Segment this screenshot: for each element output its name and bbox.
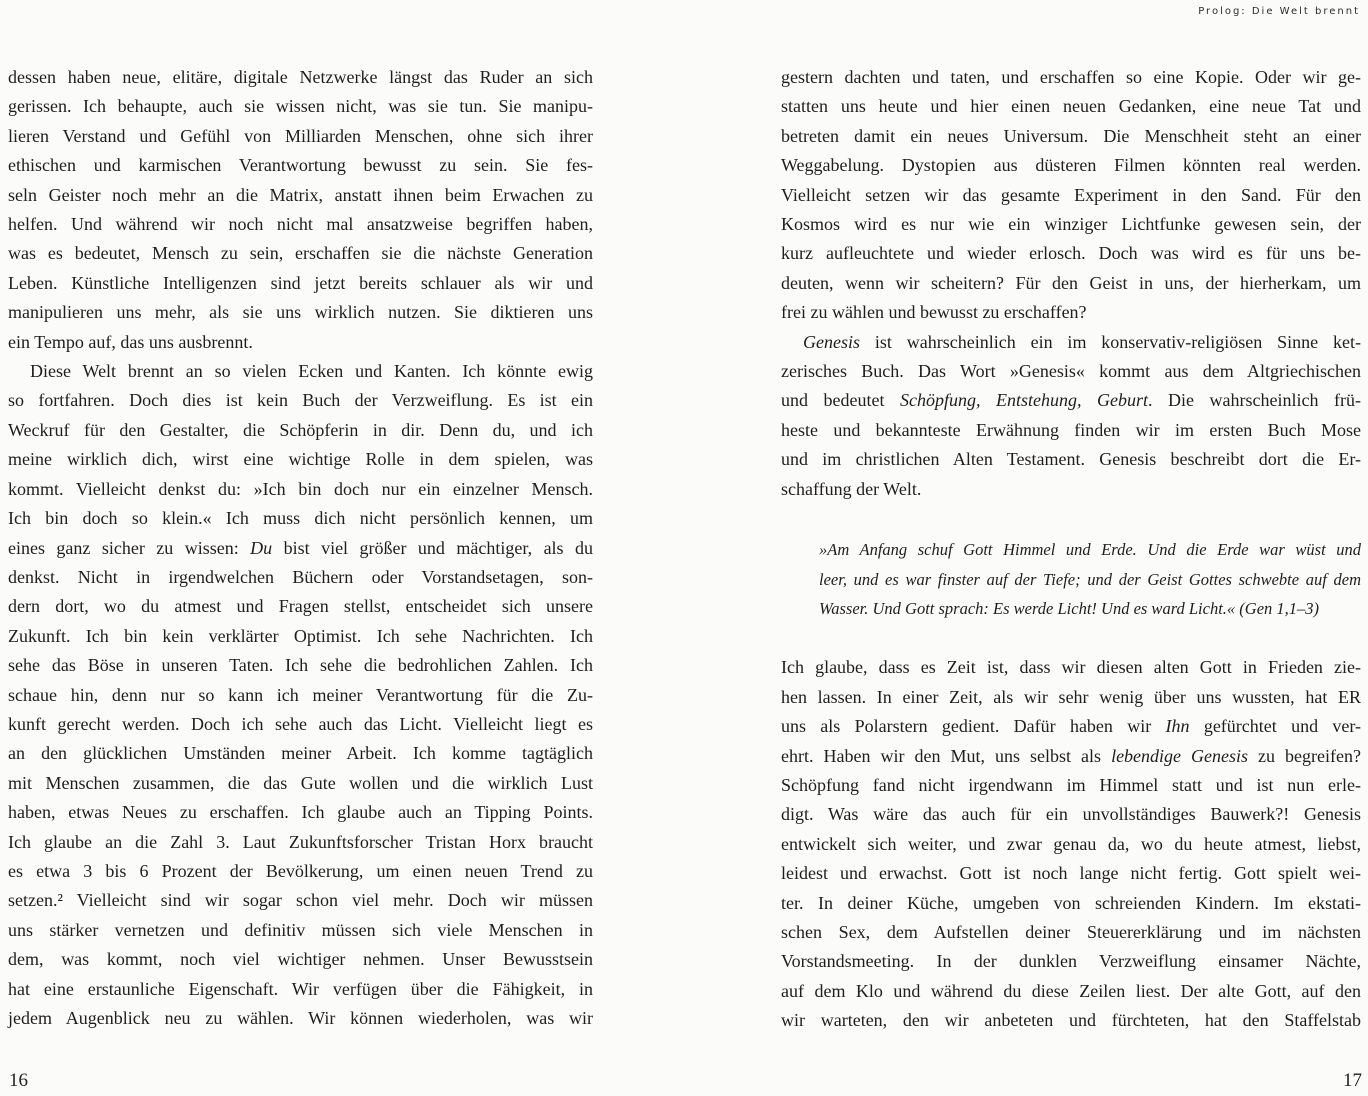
text-line: uns stärker vernetzen und definitiv müssen sich viele Menschen in	[8, 919, 593, 940]
text-line: deuten, wenn wir scheitern? Für den Geist in uns, der hierherkam, um	[781, 272, 1361, 293]
page-number-right: 17	[1343, 1070, 1362, 1091]
text-line: ter. In deiner Küche, umgeben von schreienden Kindern. Im ekstati-	[781, 892, 1361, 913]
text-line: mit Menschen zusammen, die das Gute wollen und die wirklich Lust	[8, 772, 593, 793]
paragraph	[8, 63, 593, 357]
text-line: so fortfahren. Doch dies ist kein Buch der Verzweiflung. Es ist ein	[8, 390, 593, 411]
text-line: Vorstandsmeeting. In der dunklen Verzweiflung einsamer Nächte,	[781, 951, 1361, 972]
text-line: haben, etwas Neues zu erschaffen. Ich glaube auch an Tipping Points.	[8, 802, 593, 823]
page-number-left: 16	[9, 1070, 28, 1091]
text-line: betreten damit ein neues Universum. Die Menschheit steht an einer	[781, 125, 1361, 146]
text-line: Ich glaube, dass es Zeit ist, dass wir diesen alten Gott in Frieden zie-	[781, 657, 1361, 678]
text-line: meine wirklich dich, wirst eine wichtige Rolle in dem spielen, was	[8, 449, 593, 470]
text-line: Schöpfung fand nicht irgendwann im Himmel statt und ist nun erle-	[781, 774, 1361, 795]
text-line: entwickelt sich weiter, und zwar genau da, wo du heute atmest, liebst,	[781, 833, 1361, 854]
text-line: und bedeutet Schöpfung, Entstehung, Geburt. Die wahrscheinlich frü-	[781, 390, 1361, 411]
text-line: lieren Verstand und Gefühl von Milliarden Menschen, ohne sich ihrer	[8, 125, 593, 146]
text-line: ein Tempo auf, das uns ausbrennt.	[8, 331, 253, 352]
text-line: kunft gerecht werden. Doch ich sehe auch das Licht. Vielleicht liegt es	[8, 713, 593, 734]
text-line: Kosmos wird es nur wie ein winziger Lichtfunke gewesen sein, der	[781, 214, 1361, 235]
text-line: wir warteten, den wir anbeteten und fürchteten, hat den Staffelstab	[781, 1010, 1361, 1031]
text-line: kommt. Vielleicht denkst du: »Ich bin doch nur ein einzelner Mensch.	[8, 478, 593, 499]
text-line: Genesis ist wahrscheinlich ein im konservativ-religiösen Sinne ket-	[803, 331, 1361, 352]
text-line: schen Sex, dem Aufstellen deiner Steuererklärung und im nächsten	[781, 921, 1361, 942]
text-line: Leben. Künstliche Intelligenzen sind jetzt bereits schlauer als wir und	[8, 272, 593, 293]
text-line: Wasser. Und Gott sprach: Es werde Licht! Und es ward Licht.« (Gen 1,1–3)	[819, 598, 1320, 618]
text-line: ethischen und karmischen Verantwortung bewusst zu sein. Sie fes-	[8, 155, 593, 176]
text-line: digt. Was wäre das auch für ein unvollständiges Bauwerk?! Genesis	[781, 804, 1361, 825]
text-line: schaffung der Welt.	[781, 478, 922, 499]
text-line: hat eine erstaunliche Eigenschaft. Wir verfügen über die Fähigkeit, in	[8, 978, 593, 999]
text-line: dem, was kommt, noch viel wichtiger nehmen. Unser Bewusstsein	[8, 949, 593, 970]
text-line: hen lassen. In einer Zeit, als wir sehr wenig über uns wussten, hat ER	[781, 686, 1361, 707]
text-line: eines ganz sicher zu wissen: Du bist viel größer und mächtiger, als du	[8, 537, 594, 558]
text-line: statten uns heute und hier einen neuen Gedanken, eine neue Tat und	[781, 96, 1361, 117]
text-line: jedem Augenblick neu zu wählen. Wir können wiederholen, was wir	[8, 1008, 593, 1028]
right-page-text	[781, 63, 1361, 1036]
text-line: dern dort, wo du atmest und Fragen stellst, entscheidet sich unsere	[8, 596, 593, 617]
text-line: frei zu wählen und bewusst zu erschaffen?	[781, 302, 1087, 323]
paragraph	[781, 63, 1361, 328]
text-line: Weggabelung. Dystopien aus düsteren Filmen könnten real werden.	[781, 155, 1361, 176]
text-line: sehe das Böse in unseren Taten. Ich sehe die bedrohlichen Zahlen. Ich	[8, 655, 593, 676]
text-line: schaue hin, denn nur so kann ich meiner Verantwortung für die Zu-	[8, 684, 593, 705]
text-line: manipulieren uns mehr, als sie uns wirklich nutzen. Sie diktieren uns	[8, 302, 593, 323]
paragraph	[781, 328, 1361, 504]
left-page-text	[8, 63, 593, 1033]
paragraph	[8, 357, 593, 1033]
text-line: zerisches Buch. Das Wort »Genesis« kommt aus dem Altgriechischen	[781, 361, 1361, 382]
text-line: an den glücklichen Umständen meiner Arbeit. Ich komme tagtäglich	[8, 743, 593, 764]
text-line: denkst. Nicht in irgendwelchen Büchern oder Vorstandsetagen, son-	[8, 566, 593, 587]
text-line: Vielleicht setzen wir das gesamte Experiment in den Sand. Für den	[781, 184, 1361, 205]
text-line: leidest und erwachst. Gott ist noch lange nicht fertig. Gott spielt wei-	[781, 863, 1361, 884]
text-line: leer, und es war finster auf der Tiefe; und der Geist Gottes schwebte auf dem	[819, 569, 1361, 589]
text-line: es etwa 3 bis 6 Prozent der Bevölkerung, um einen neuen Trend zu	[8, 860, 593, 881]
text-line: uns als Polarstern gedient. Dafür haben wir Ihn gefürchtet und ver-	[781, 716, 1361, 737]
text-line: helfen. Und während wir noch nicht mal ansatzweise begriffen haben,	[8, 214, 593, 235]
text-line: dessen haben neue, elitäre, digitale Netzwerke längst das Ruder an sich	[8, 67, 593, 87]
text-line: Ich bin doch so klein.« Ich muss dich nicht persönlich kennen, um	[8, 508, 593, 529]
text-line: seln Geister noch mehr an die Matrix, anstatt ihnen beim Erwachen zu	[8, 184, 593, 205]
running-header: Prolog: Die Welt brennt	[1198, 6, 1360, 17]
text-line: heste und bekannteste Erwähnung finden wir im ersten Buch Mose	[781, 419, 1361, 440]
paragraph	[781, 653, 1361, 1035]
text-line: »Am Anfang schuf Gott Himmel und Erde. Und die Erde war wüst und	[819, 540, 1361, 560]
text-line: gerissen. Ich behaupte, auch sie wissen nicht, was sie tun. Sie manipu-	[8, 96, 593, 117]
text-line: setzen.² Vielleicht sind wir sogar schon viel mehr. Doch wir müssen	[8, 890, 593, 911]
text-line: auf dem Klo und während du diese Zeilen liest. Der alte Gott, auf den	[781, 980, 1361, 1001]
text-line: und im christlichen Alten Testament. Genesis beschreibt dort die Er-	[781, 449, 1361, 470]
text-line: Ich glaube an die Zahl 3. Laut Zukunftsforscher Tristan Horx braucht	[8, 831, 593, 852]
text-line: was es bedeutet, Mensch zu sein, erschaffen sie die nächste Generation	[8, 243, 593, 264]
blockquote	[819, 535, 1361, 623]
text-line: Diese Welt brennt an so vielen Ecken und Kanten. Ich könnte ewig	[30, 361, 593, 382]
text-line: kurz aufleuchtete und wieder erlosch. Doch was wird es für uns be-	[781, 243, 1361, 264]
text-line: Zukunft. Ich bin kein verklärter Optimist. Ich sehe Nachrichten. Ich	[8, 625, 593, 646]
text-line: gestern dachten und taten, und erschaffen so eine Kopie. Oder wir ge-	[781, 67, 1361, 87]
text-line: Weckruf für den Gestalter, die Schöpferin in dir. Denn du, und ich	[8, 419, 593, 440]
text-line: ehrt. Haben wir den Mut, uns selbst als lebendige Genesis zu begreifen?	[781, 745, 1362, 766]
